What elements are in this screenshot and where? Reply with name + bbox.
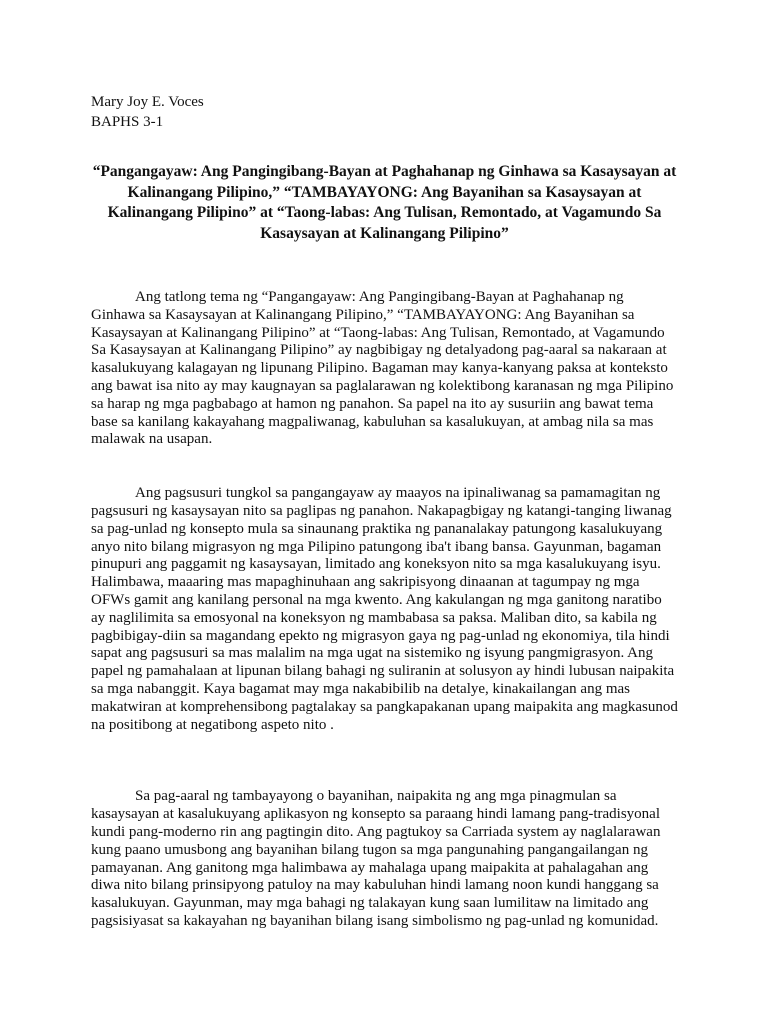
author-section: BAPHS 3-1 xyxy=(91,114,164,130)
author-name: Mary Joy E. Voces xyxy=(91,94,204,110)
paragraph-1: Ang tatlong tema ng “Pangangayaw: Ang Pangingibang-Bayan at Paghahanap ng Ginhawa sa Kasaysayan at Kalinangang Pilipino,” “TAMBAYAYONG: Ang Bayanihan sa Kasaysayan at Kalinangang Pilipino” at “Taong-labas: Ang Tulisan, Remontado, at Vagamundo Sa Kasaysayan at Kalinangang Pilipino” ay nagbibigay ng detalyadong pag-aaral sa nakaraan at kasalukuyang kalagayan ng lipunang Pilipino. Bagaman may kanya-kanyang paksa at konteksto ang bawat isa nito ay may kaugnayan sa paglalarawan ng kolektibong karanasan ng mga Pilipino sa harap ng mga pagbabago at hamon ng panahon. Sa papel na ito ay susuriin ang bawat tema base sa kanilang kakayahang magpaliwanag, kabuluhan sa kasalukuyan, at ambag nila sa mas malawak na usapan. xyxy=(91,289,674,448)
document-page xyxy=(91,92,678,931)
paragraph-2: Ang pagsusuri tungkol sa pangangayaw ay maayos na ipinaliwanag sa pamamagitan ng pagsusuri ng kasaysayan nito sa paglipas ng panahon. Nakapagbigay ng katangi-tanging liwanag sa pag-unlad ng konsepto mula sa sinaunang praktika ng pananalakay patungong kasalukuyang anyo nito bilang migrasyon ng mga Pilipino patungong iba't ibang bansa. Gayunman, bagaman pinupuri ang paggamit ng kasaysayan, limitado ang koneksyon nito sa mga kasalukuyang isyu. Halimbawa, maaaring mas mapaghinuhaan ang sakripisyong dinaanan at tagumpay ng mga OFWs gamit ang kanilang personal na mga kwento. Ang kakulangan ng mga ganitong naratibo ay naglilimita sa emosyonal na koneksyon ng mambabasa sa paksa. Maliban dito, sa kabila ng pagbibigay-diin sa magandang epekto ng migrasyon gaya ng pag-unlad ng ekonomiya, tila hindi sapat ang pagsusuri sa mas malalim na mga ugat na sistemiko ng isyung pangmigrasyon. Ang papel ng pamahalaan at lipunan bilang bahagi ng suliranin at solusyon ay hindi lubusan naipakita sa mga nabanggit. Kaya bagamat may mga nakabibilib na detalye, kinakailangan ang mas makatwiran at komprehensibong pagtalakay sa pangkapakanan upang maipakita ang magkasunod na positibong at negatibong aspeto nito . xyxy=(91,485,678,733)
paragraph-3: Sa pag-aaral ng tambayayong o bayanihan, naipakita ng ang mga pinagmulan sa kasaysayan at kasalukuyang aplikasyon ng konsepto sa paraang hindi lamang pang-tradisyonal kundi pang-moderno rin ang pagtingin dito. Ang pagtukoy sa Carriada system ay naglalarawan kung paano umusbong ang bayanihan bilang tugon sa mga pangunahing pangangailangan ng pamayanan. Ang ganitong mga halimbawa ay mahalaga upang maipakita at pahalagahan ang diwa nito bilang prinsipyong patuloy na may kabuluhan hindi lamang noon kundi hanggang sa kasalukuyan. Gayunman, may mga bahagi ng talakayan kung saan lumilitaw na limitado ang pagsisiyasat sa kakayahan ng bayanihan bilang isang simbolismo ng pag-unlad ng komunidad. xyxy=(91,788,661,929)
document-title: “Pangangayaw: Ang Pangingibang-Bayan at Paghahanap ng Ginhawa sa Kasaysayan at Kalinangang Pilipino,” “TAMBAYAYONG: Ang Bayanihan sa Kasaysayan at Kalinangang Pilipino” at “Taong-labas: Ang Tulisan, Remontado, at Vagamundo Sa Kasaysayan at Kalinangang Pilipino” xyxy=(92,163,677,242)
